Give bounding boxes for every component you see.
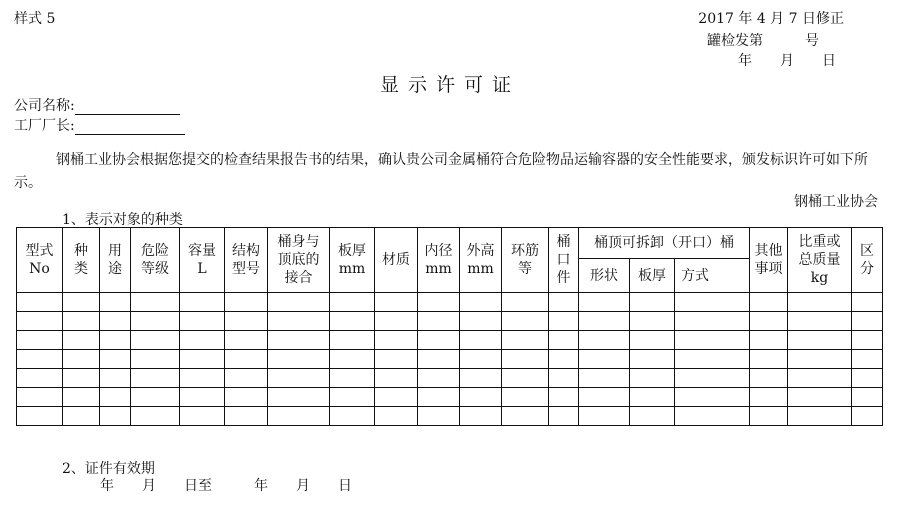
revision-date: 2017 年 4 月 7 日修正 bbox=[698, 11, 844, 27]
table-cell bbox=[17, 312, 63, 331]
table-cell bbox=[630, 312, 675, 331]
company-name-line bbox=[14, 95, 180, 115]
table-cell bbox=[17, 388, 63, 407]
table-cell bbox=[375, 350, 418, 369]
col-inner-diameter: 内径 mm bbox=[418, 228, 460, 293]
table-cell bbox=[502, 293, 549, 312]
col-outer-height: 外高 mm bbox=[460, 228, 502, 293]
table-cell bbox=[330, 293, 375, 312]
table-cell bbox=[852, 350, 883, 369]
table-cell bbox=[418, 369, 460, 388]
table-cell bbox=[579, 312, 630, 331]
table-cell bbox=[460, 388, 502, 407]
table-cell bbox=[418, 350, 460, 369]
table-cell bbox=[180, 350, 225, 369]
table-cell bbox=[852, 407, 883, 426]
table-cell bbox=[100, 369, 131, 388]
factory-director-blank bbox=[75, 119, 185, 135]
table-cell bbox=[63, 293, 100, 312]
col-ring-rib: 环筋 等 bbox=[502, 228, 549, 293]
table-cell bbox=[225, 350, 268, 369]
table-cell bbox=[502, 312, 549, 331]
table-cell bbox=[225, 293, 268, 312]
table-cell bbox=[460, 293, 502, 312]
table-cell bbox=[225, 407, 268, 426]
table-cell bbox=[788, 350, 852, 369]
table-cell bbox=[330, 312, 375, 331]
table-cell bbox=[788, 312, 852, 331]
table-cell bbox=[100, 407, 131, 426]
col-removable-head: 桶顶可拆卸（开口）桶 bbox=[579, 228, 750, 259]
col-structure-model: 结构 型号 bbox=[225, 228, 268, 293]
table-cell bbox=[268, 407, 330, 426]
table-cell bbox=[549, 312, 579, 331]
col-division: 区 分 bbox=[852, 228, 883, 293]
table-cell bbox=[180, 369, 225, 388]
table-cell bbox=[17, 369, 63, 388]
table-cell bbox=[63, 350, 100, 369]
table-cell bbox=[330, 407, 375, 426]
table-cell bbox=[268, 293, 330, 312]
table-cell bbox=[502, 388, 549, 407]
col-usage: 用 途 bbox=[100, 228, 131, 293]
table-cell bbox=[502, 350, 549, 369]
table-body bbox=[17, 293, 883, 426]
table-cell bbox=[502, 331, 549, 350]
issuing-organization: 钢桶工业协会 bbox=[794, 194, 878, 210]
table-cell bbox=[131, 312, 180, 331]
body-paragraph: 钢桶工业协会根据您提交的检查结果报告书的结果，确认贵公司金属桶符合危险物品运输容器的安全性能要求，颁发标识许可如下所示。 bbox=[14, 152, 868, 191]
col-head-shape: 形状 bbox=[579, 259, 630, 293]
table-cell bbox=[225, 331, 268, 350]
table-cell bbox=[100, 293, 131, 312]
table-cell bbox=[418, 331, 460, 350]
col-body-bottom-joint: 桶身与 顶底的 接合 bbox=[268, 228, 330, 293]
table-cell bbox=[418, 312, 460, 331]
col-opening: 桶 口 件 bbox=[549, 228, 579, 293]
table-cell bbox=[502, 369, 549, 388]
table-cell bbox=[375, 293, 418, 312]
table-cell bbox=[852, 369, 883, 388]
table-cell bbox=[579, 407, 630, 426]
table-cell bbox=[460, 407, 502, 426]
table-cell bbox=[788, 407, 852, 426]
table-cell bbox=[268, 369, 330, 388]
col-other-items: 其他 事项 bbox=[750, 228, 788, 293]
table-cell bbox=[418, 407, 460, 426]
table-cell bbox=[788, 331, 852, 350]
table-cell bbox=[330, 350, 375, 369]
table-cell bbox=[330, 369, 375, 388]
table-cell bbox=[502, 407, 549, 426]
table-cell bbox=[579, 350, 630, 369]
table-cell bbox=[131, 388, 180, 407]
issue-date: 年 月 日 bbox=[738, 53, 836, 69]
table-cell bbox=[268, 312, 330, 331]
issue-number: 罐检发第 号 bbox=[707, 33, 819, 49]
col-danger-level: 危险 等级 bbox=[131, 228, 180, 293]
table-row bbox=[17, 369, 883, 388]
col-plate-thickness: 板厚 mm bbox=[330, 228, 375, 293]
table-cell bbox=[675, 312, 750, 331]
table-cell bbox=[131, 407, 180, 426]
table-row bbox=[17, 407, 883, 426]
col-type-no: 型式 No bbox=[17, 228, 63, 293]
table-cell bbox=[460, 312, 502, 331]
table-cell bbox=[549, 293, 579, 312]
table-cell bbox=[675, 331, 750, 350]
table-cell bbox=[180, 293, 225, 312]
table-cell bbox=[100, 331, 131, 350]
table-cell bbox=[330, 388, 375, 407]
table-cell bbox=[180, 407, 225, 426]
table-cell bbox=[852, 312, 883, 331]
section-2-title: 2、证件有效期 bbox=[62, 461, 155, 477]
table-cell bbox=[17, 407, 63, 426]
table-row bbox=[17, 293, 883, 312]
table-cell bbox=[180, 331, 225, 350]
table-cell bbox=[852, 331, 883, 350]
validity-period: 年 月 日至 年 月 日 bbox=[100, 478, 352, 494]
table-row bbox=[17, 388, 883, 407]
table-cell bbox=[375, 388, 418, 407]
table-row bbox=[17, 331, 883, 350]
table-cell bbox=[330, 331, 375, 350]
factory-director-line bbox=[14, 115, 185, 135]
table-cell bbox=[418, 293, 460, 312]
table-cell bbox=[131, 350, 180, 369]
table-cell bbox=[131, 293, 180, 312]
table-cell bbox=[852, 388, 883, 407]
col-head-method: 方式 bbox=[675, 259, 750, 293]
table-cell bbox=[375, 312, 418, 331]
table-cell bbox=[375, 407, 418, 426]
table-cell bbox=[17, 350, 63, 369]
table-cell bbox=[750, 312, 788, 331]
permit-table bbox=[16, 227, 883, 426]
table-cell bbox=[100, 388, 131, 407]
table-row bbox=[17, 312, 883, 331]
col-head-thickness: 板厚 bbox=[630, 259, 675, 293]
table-cell bbox=[180, 388, 225, 407]
table-cell bbox=[675, 369, 750, 388]
table-cell bbox=[675, 388, 750, 407]
table-cell bbox=[268, 331, 330, 350]
table-cell bbox=[750, 331, 788, 350]
table-cell bbox=[225, 312, 268, 331]
table-cell bbox=[788, 293, 852, 312]
table-cell bbox=[788, 388, 852, 407]
table-cell bbox=[630, 388, 675, 407]
table-cell bbox=[63, 312, 100, 331]
section-1-title: 1、表示对象的种类 bbox=[62, 212, 183, 228]
table-row bbox=[17, 350, 883, 369]
col-kind: 种 类 bbox=[63, 228, 100, 293]
table-cell bbox=[17, 331, 63, 350]
table-cell bbox=[579, 293, 630, 312]
table-cell bbox=[750, 407, 788, 426]
table-cell bbox=[579, 388, 630, 407]
table-cell bbox=[375, 331, 418, 350]
table-cell bbox=[630, 369, 675, 388]
table-cell bbox=[549, 350, 579, 369]
table-cell bbox=[579, 369, 630, 388]
col-gravity-mass: 比重或 总质量 kg bbox=[788, 228, 852, 293]
table-cell bbox=[750, 293, 788, 312]
table-cell bbox=[750, 388, 788, 407]
table-cell bbox=[180, 312, 225, 331]
table-cell bbox=[268, 350, 330, 369]
col-material: 材质 bbox=[375, 228, 418, 293]
table-cell bbox=[100, 312, 131, 331]
table-cell bbox=[549, 331, 579, 350]
table-cell bbox=[63, 331, 100, 350]
table-cell bbox=[63, 369, 100, 388]
table-cell bbox=[63, 388, 100, 407]
table-cell bbox=[750, 369, 788, 388]
table-cell bbox=[675, 293, 750, 312]
table-cell bbox=[460, 350, 502, 369]
col-capacity: 容量 L bbox=[180, 228, 225, 293]
table-cell bbox=[549, 369, 579, 388]
table-cell bbox=[460, 369, 502, 388]
factory-director-label: 工厂厂长: bbox=[14, 118, 75, 134]
table-cell bbox=[131, 331, 180, 350]
table-cell bbox=[418, 388, 460, 407]
style-number: 样式 5 bbox=[14, 11, 56, 27]
table-cell bbox=[852, 293, 883, 312]
table-cell bbox=[788, 369, 852, 388]
table-cell bbox=[630, 293, 675, 312]
company-name-label: 公司名称: bbox=[14, 98, 75, 114]
table-cell bbox=[17, 293, 63, 312]
table-cell bbox=[675, 407, 750, 426]
table-cell bbox=[549, 388, 579, 407]
table-cell bbox=[63, 407, 100, 426]
table-cell bbox=[268, 388, 330, 407]
table-cell bbox=[750, 350, 788, 369]
table-cell bbox=[675, 350, 750, 369]
company-name-blank bbox=[75, 99, 180, 115]
document-title: 显示许可证 bbox=[379, 74, 520, 96]
table-cell bbox=[100, 350, 131, 369]
table-cell bbox=[630, 331, 675, 350]
table-cell bbox=[460, 331, 502, 350]
table-cell bbox=[549, 407, 579, 426]
table-cell bbox=[131, 369, 180, 388]
table-cell bbox=[630, 407, 675, 426]
table-cell bbox=[225, 369, 268, 388]
table-cell bbox=[225, 388, 268, 407]
table-cell bbox=[630, 350, 675, 369]
table-cell bbox=[375, 369, 418, 388]
table-cell bbox=[579, 331, 630, 350]
